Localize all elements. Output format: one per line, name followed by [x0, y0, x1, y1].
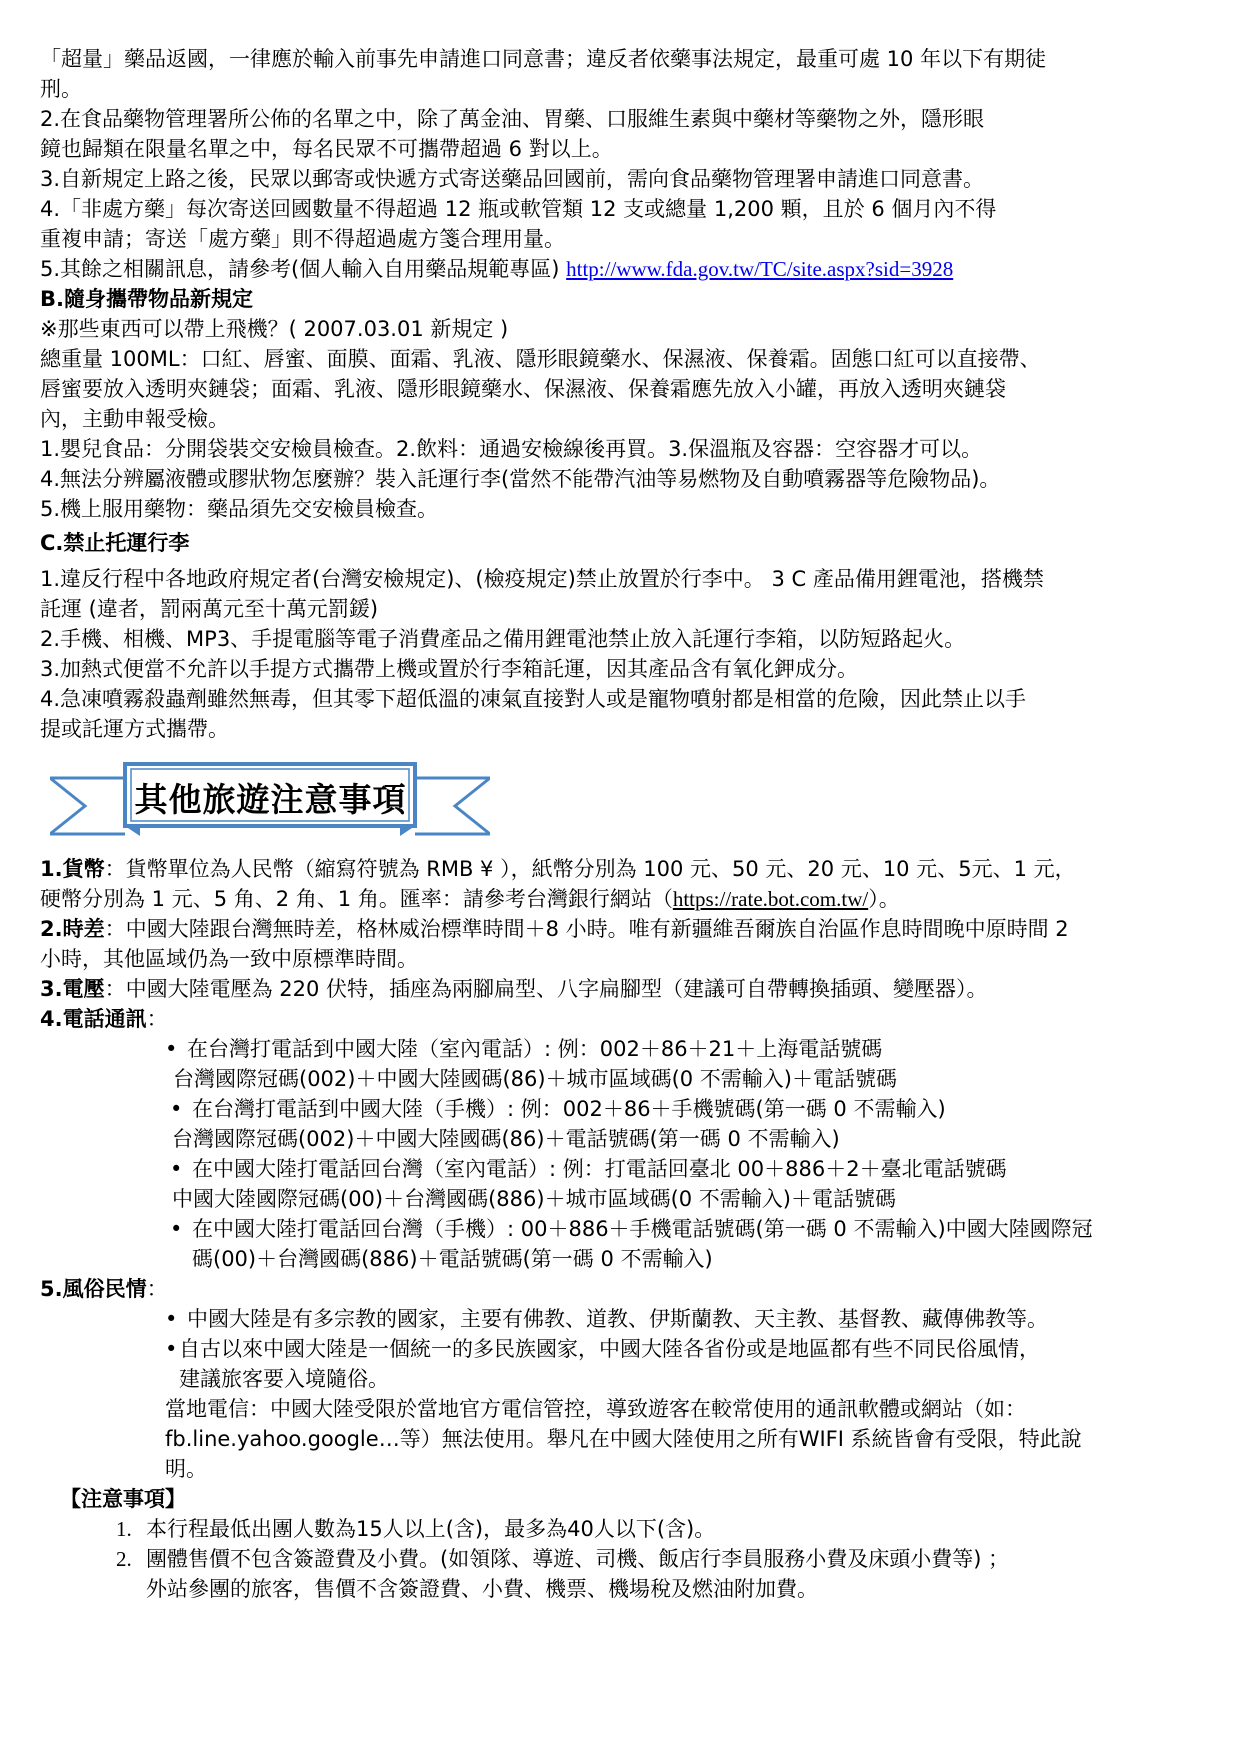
- currency-text-3: ）。: [868, 887, 900, 911]
- customs-item-line: 自古以來中國大陸是一個統一的多民族國家，中國大陸各省份或是地區都有些不同民俗風情，: [179, 1337, 1040, 1361]
- note-line: 本行程最低出團人數為15人以上(含)，最多為40人以下(含)。: [146, 1517, 716, 1541]
- text-line: 內，主動申報受檢。: [40, 407, 229, 431]
- text-line: 小時，其他區域仍為一致中原標準時間。: [40, 947, 418, 971]
- text-line: 唇蜜要放入透明夾鏈袋；面霜、乳液、隱形眼鏡藥水、保濕液、保養霜應先放入小罐，再放入透明夾鏈袋: [40, 377, 1006, 401]
- text-line: 託運 (違者，罰兩萬元至十萬元罰鍰): [40, 597, 379, 621]
- text-line: [40, 884, 1205, 914]
- text-line: [40, 1274, 1205, 1304]
- text-line: 當地電信：中國大陸受限於當地官方電信管控，導致遊客在較常使用的通訊軟體或網站（如：: [165, 1397, 1026, 1421]
- currency-section: [40, 854, 1205, 914]
- list-number: 1.: [116, 1517, 132, 1541]
- customs-item-line: 中國大陸是有多宗教的國家，主要有佛教、道教、伊斯蘭教、天主教、基督教、藏傳佛教等。: [187, 1307, 1048, 1331]
- banner-title: 其他旅遊注意事項: [134, 780, 407, 819]
- bullet-icon: •: [165, 1337, 178, 1361]
- document-page: [40, 44, 1205, 1604]
- notes-heading: 【注意事項】: [60, 1487, 186, 1511]
- text-line: 刑。: [40, 77, 82, 101]
- text-line: [40, 254, 1205, 284]
- text-line: [116, 1514, 1205, 1544]
- carry-on-section: [40, 284, 1205, 524]
- bullet-icon: •: [170, 1157, 183, 1181]
- timezone-section: [40, 914, 1205, 974]
- text-line: 台灣國際冠碼(002)＋中國大陸國碼(86)＋電話號碼(第一碼 0 不需輸入): [172, 1127, 840, 1151]
- text-line: [40, 914, 1205, 944]
- text-line: 總重量 100ML：口紅、唇蜜、面膜、面霜、乳液、隱形眼鏡藥水、保濕液、保養霜。固態口紅可以直接帶、: [40, 347, 1041, 371]
- text-line: 中國大陸國際冠碼(00)＋台灣國碼(886)＋城市區域碼(0 不需輸入)＋電話號碼: [172, 1187, 896, 1211]
- telecom-note: [40, 1394, 1205, 1484]
- checked-ban-section: [40, 528, 1205, 744]
- currency-text-2: 硬幣分別為 1 元、5 角、2 角、1 角。匯率：請參考台灣銀行網站（: [40, 887, 673, 911]
- bullet-icon: •: [170, 1097, 183, 1121]
- text-line: 4.「非處方藥」每次寄送回國數量不得超過 12 瓶或軟管類 12 支或總量 1,200 顆，且於 6 個月內不得: [40, 197, 997, 221]
- text-line: [165, 1334, 1205, 1364]
- customs-colon: ：: [146, 1277, 168, 1301]
- list-number: 2.: [116, 1547, 132, 1571]
- text-line: 1.違反行程中各地政府規定者(台灣安檢規定)、(檢疫規定)禁止放置於行李中。 3 C 產品備用鋰電池，搭機禁: [40, 567, 1044, 591]
- text-line: [165, 1034, 1205, 1064]
- list-item: [40, 1154, 1205, 1214]
- phone-colon: ：: [146, 1007, 168, 1031]
- text-line: ※那些東西可以帶上飛機？( 2007.03.01 新規定 ): [40, 317, 509, 341]
- phone-section: [40, 1004, 1205, 1274]
- list-item: [40, 1334, 1205, 1394]
- phone-item-line: 在台灣打電話到中國大陸（手機）: 例：002＋86＋手機號碼(第一碼 0 不需輸入): [192, 1097, 946, 1121]
- text-line: 外站參團的旅客，售價不含簽證費、小費、機票、機場稅及燃油附加費。: [146, 1577, 818, 1601]
- text-line: [40, 1004, 1205, 1034]
- list-item: [40, 1034, 1205, 1094]
- text-line: [40, 974, 1205, 1004]
- timezone-label: 2.時差: [40, 917, 105, 941]
- list-item: [40, 1514, 1205, 1544]
- text-line: [170, 1154, 1205, 1184]
- phone-item-line: 在中國大陸打電話回台灣（手機）: 00＋886＋手機電話號碼(第一碼 0 不需輸入)中國大陸國際冠: [192, 1217, 1093, 1241]
- bullet-icon: •: [170, 1217, 183, 1241]
- currency-text: ：貨幣單位為人民幣（縮寫符號為 RMB ¥ ），紙幣分別為 100 元、50 元、20 元、10 元、5元、1 元，: [104, 857, 1076, 881]
- text-line: 4.無法分辨屬液體或膠狀物怎麼辦？裝入託運行李(當然不能帶汽油等易燃物及自動噴霧器等危險物品)。: [40, 467, 1001, 491]
- text-line: fb.line.yahoo.google…等）無法使用。舉凡在中國大陸使用之所有WIFI 系統皆會有受限，特此說: [165, 1427, 1082, 1451]
- fda-link[interactable]: http://www.fda.gov.tw/TC/site.aspx?sid=3928: [566, 257, 954, 281]
- voltage-text: ：中國大陸電壓為 220 伏特，插座為兩腳扁型、八字扁腳型（建議可自帶轉換插頭、變壓器）。: [104, 977, 988, 1001]
- text-line: [165, 1304, 1205, 1334]
- text-line: 2.在食品藥物管理署所公佈的名單之中，除了萬金油、胃藥、口服維生素與中藥材等藥物之外，隱形眼: [40, 107, 985, 131]
- text-line: [170, 1094, 1205, 1124]
- bullet-icon: •: [165, 1037, 178, 1061]
- list-item: [40, 1304, 1205, 1334]
- voltage-section: [40, 974, 1205, 1004]
- text-line: 台灣國際冠碼(002)＋中國大陸國碼(86)＋城市區域碼(0 不需輸入)＋電話號碼: [173, 1067, 897, 1091]
- text-line: 5.機上服用藥物：藥品須先交安檢員檢查。: [40, 497, 439, 521]
- notes-section: [40, 1484, 1205, 1604]
- text-line: 「超量」藥品返國，一律應於輸入前事先申請進口同意書；違反者依藥事法規定，最重可處 10 年以下有期徒: [40, 47, 1047, 71]
- text-line: 1.嬰兒食品：分開袋裝交安檢員檢查。2.飲料：通過安檢線後再買。3.保溫瓶及容器：空容器才可以。: [40, 437, 983, 461]
- text-line: 建議旅客要入境隨俗。: [179, 1367, 389, 1391]
- text-line: 提或託運方式攜帶。: [40, 717, 229, 741]
- phone-item-line: 在中國大陸打電話回台灣（室內電話）: 例：打電話回臺北 00＋886＋2＋臺北電話號碼: [192, 1157, 1007, 1181]
- currency-label: 1.貨幣: [40, 857, 105, 881]
- drug-rules-section: [40, 44, 1205, 284]
- phone-item-line: 在台灣打電話到中國大陸（室內電話）: 例：002＋86＋21＋上海電話號碼: [187, 1037, 883, 1061]
- text-line: [170, 1214, 1205, 1244]
- voltage-label: 3.電壓: [40, 977, 105, 1001]
- list-item: [40, 1544, 1205, 1604]
- text-line: 碼(00)＋台灣國碼(886)＋電話號碼(第一碼 0 不需輸入): [192, 1247, 713, 1271]
- bullet-icon: •: [165, 1307, 178, 1331]
- text-line: 4.急凍噴霧殺蟲劑雖然無毒，但其零下超低溫的凍氣直接對人或是寵物噴射都是相當的危險，因此禁止以手: [40, 687, 1027, 711]
- list-item: [40, 1094, 1205, 1154]
- customs-section: [40, 1274, 1205, 1484]
- list-item: [40, 1214, 1205, 1274]
- bank-link[interactable]: https://rate.bot.com.tw/: [672, 887, 869, 911]
- section-banner: [50, 756, 490, 846]
- phone-label: 4.電話通訊: [40, 1007, 147, 1031]
- text-line: 2.手機、相機、MP3、手提電腦等電子消費產品之備用鋰電池禁止放入託運行李箱，以防短路起火。: [40, 627, 966, 651]
- section-heading: C.禁止托運行李: [40, 531, 190, 555]
- ref-text: 5.其餘之相關訊息，請參考(個人輸入自用藥品規範專區): [40, 257, 567, 281]
- text-line: 3.加熱式便當不允許以手提方式攜帶上機或置於行李箱託運，因其產品含有氧化鉀成分。: [40, 657, 859, 681]
- text-line: 3.自新規定上路之後，民眾以郵寄或快遞方式寄送藥品回國前，需向食品藥物管理署申請進口同意書。: [40, 167, 985, 191]
- text-line: [40, 854, 1205, 884]
- text-line: 明。: [165, 1457, 207, 1481]
- customs-label: 5.風俗民情: [40, 1277, 147, 1301]
- timezone-text: ：中國大陸跟台灣無時差，格林威治標準時間＋8 小時。唯有新疆維吾爾族自治區作息時間晚中原時間 2: [104, 917, 1069, 941]
- section-heading: B.隨身攜帶物品新規定: [40, 287, 253, 311]
- text-line: 鏡也歸類在限量名單之中，每名民眾不可攜帶超過 6 對以上。: [40, 137, 613, 161]
- text-line: [116, 1544, 1205, 1574]
- text-line: 重複申請；寄送「處方藥」則不得超過處方箋合理用量。: [40, 227, 565, 251]
- note-line: 團體售價不包含簽證費及小費。(如領隊、導遊、司機、飯店行李員服務小費及床頭小費等) ；: [146, 1547, 1010, 1571]
